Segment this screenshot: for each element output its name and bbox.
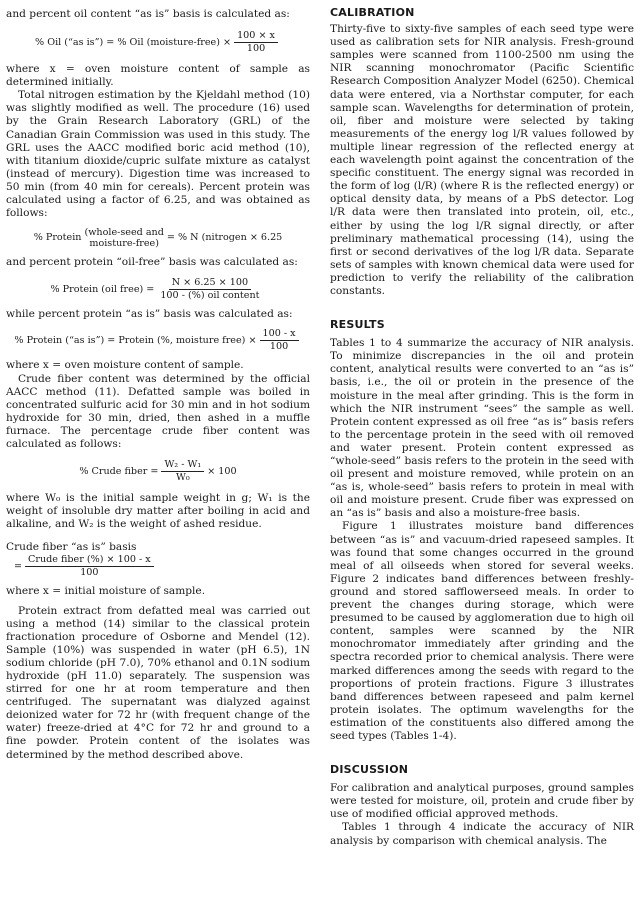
fiber-as-is-eq-lhs: =	[14, 560, 23, 572]
discussion-paragraph-2: Tables 1 through 4 indicate the accuracy of NIR analysis by comparison with chemical analysis. The	[330, 821, 634, 847]
oil-free-eq-denominator: 100 - (%) oil content	[160, 290, 260, 302]
fiber-as-is-eq-denominator: 100	[80, 567, 99, 579]
as-is-eq-denominator: 100	[269, 341, 289, 353]
oil-free-eq-lhs: % Protein (oil free) =	[50, 283, 155, 295]
results-paragraph-1: Tables 1 to 4 summarize the accuracy of NIR analysis. To minimize discrepancies in the oil and protein content, analytical results were converted to an “as is” basis, i.e., the oil or protein in the presence of the moisture in the meal after grinding. This is the form in which the NIR instrument “sees” the sample as well. Protein content expressed as oil free “as is” basis refers to the percentage protein in the seed with oil removed and water present. Protein content expressed as “whole-seed” basis refers to the protein in the seed with oil present and moisture removed, while protein on an “as is, whole-seed” basis refers to protein in meal with oil and moisture present. Crude fiber was expressed on an “as is” basis and also a moisture-free basis.	[330, 337, 634, 520]
oil-eq-numerator: 100 × x	[234, 30, 278, 43]
fiber-eq-denominator: W₀	[175, 472, 190, 484]
results-heading: RESULTS	[330, 318, 385, 332]
protein-eq-basis-bottom: moisture-free)	[89, 238, 159, 250]
as-is-eq-numerator: 100 - x	[260, 328, 299, 341]
results-paragraph-2: Figure 1 illustrates moisture band differences between “as is” and vacuum-dried rapeseed samples. It was found that some changes occurred in the ground meal of all oilseeds when stored for several weeks. Figure 2 indicates band differences between freshly-ground and stored safflowerseed meals. In order to prevent the changes during storage, which were presumed to be caused by agglomeration due to high oil content, samples were scanned by the NIR monochromator immediately after grinding and the spectra recorded prior to chemical analysis. There were marked differences among the seeds with regard to the proportions of protein fractions. Figure 3 illustrates band differences between rapeseed and palm kernel protein isolates. The optimum wavelengths for the estimation of the constituents also differed among the seed types (Tables 1-4).	[330, 520, 634, 742]
fiber-eq-rhs: × 100	[207, 465, 237, 477]
protein-extract-paragraph: Protein extract from defatted meal was carried out using a method (14) similar to the classical protein fractionation procedure of Osborne and Mendel (12). Sample (10%) was suspended in water (pH 6.5), 1N sodium chloride (pH 7.0), 70% ethanol and 0.1N sodium hydroxide (pH 11.0) separately. The suspension was stirred for one hr at room temperature and then centrifuged. The supernatant was dialyzed against deionized water for 72 hr (with frequent change of the water) freeze-dried at 4°C for 72 hr and ground to a fine powder. Protein content of the isolates was determined by the method described above.	[6, 604, 310, 761]
oil-eq-denominator: 100	[246, 43, 266, 55]
discussion-heading: DISCUSSION	[330, 763, 409, 777]
left-column	[6, 0, 310, 762]
crude-fiber-equation	[6, 459, 310, 484]
right-column	[330, 0, 634, 848]
protein-whole-seed-equation	[6, 227, 310, 249]
oil-x-definition: where x = oven moisture content of sample as determined initially.	[6, 63, 310, 89]
protein-as-is-equation	[6, 328, 310, 353]
oil-intro: and percent oil content “as is” basis is calculated as:	[6, 8, 290, 20]
protein-eq-basis-top: (whole-seed and	[84, 227, 164, 239]
protein-oil-free-equation	[6, 277, 310, 302]
crude-fiber-paragraph: Crude fiber content was determined by the official AACC method (11). Defatted sample was boiled in concentrated sulfuric acid for 30 min and in hot sodium hydroxide for 30 min, dried, then ashed in a muffle furnace. The percentage crude fiber content was calculated as follows:	[6, 372, 310, 450]
oil-eq-fraction	[234, 30, 278, 55]
weights-definition: where W₀ is the initial sample weight in g; W₁ is the weight of insoluble dry matter after boiling in acid and alkaline, and W₂ is the weight of ashed residue.	[6, 492, 310, 531]
kjeldahl-paragraph: Total nitrogen estimation by the Kjeldahl method (10) was slightly modified as well. The procedure (16) used by the Grain Research Laboratory (GRL) of the Canadian Grain Commission was used in this study. The GRL uses the AACC modified boric acid method (10), with titanium dioxide/cupric sulfate mixture as catalyst (instead of mercury). Digestion time was increased to 50 min (from 40 min for cereals). Percent protein was calculated using a factor of 6.25, and was obtained as follows:	[6, 89, 310, 220]
fiber-eq-fraction	[161, 459, 204, 484]
oil-as-is-equation	[6, 30, 310, 55]
fiber-as-is-eq-fraction	[25, 554, 154, 579]
fiber-eq-numerator: W₂ - W₁	[161, 459, 204, 472]
protein-eq-lhs: % Protein	[33, 232, 82, 244]
fiber-eq-lhs: % Crude fiber =	[79, 465, 159, 477]
oil-eq-lhs: % Oil (“as is”) = % Oil (moisture-free) ×	[35, 36, 232, 48]
fiber-as-is-label: Crude fiber “as is” basis	[6, 541, 137, 554]
oil-free-eq-numerator: N × 6.25 × 100	[169, 277, 251, 290]
as-is-intro: while percent protein “as is” basis was calculated as:	[6, 308, 293, 321]
as-is-x-definition: where x = oven moisture content of sample.	[6, 359, 244, 372]
protein-eq-basis	[84, 227, 163, 249]
as-is-eq-fraction	[260, 328, 299, 353]
fiber-as-is-equation	[6, 554, 310, 579]
calibration-paragraph: Thirty-five to sixty-five samples of each seed type were used as calibration sets for NIR analysis. Fresh-ground samples were scanned from 1100-2500 nm using the NIR scanning monochromator (Pacific Scientific Research Composition Analyzer Model (6250). Chemical data were entered, via a Northstar computer, for each sample scan. Wavelengths for determination of protein, oil, fiber and moisture were selected by taking measurements of the energy log l/R values followed by multiple linear regression of the reflected energy at each wavelength point against the concentration of the specific constituent. The energy signal was recorded in the form of log (l/R) (where R is the reflected energy) or optical density data, by means of a PbS detector. Log l/R data were then translated into protein, oil, etc., either by using the log l/R signal directly, or after preliminary mathematical processing (14), using the first or second derivatives of the log l/R data. Separate sets of samples with known chemical data were used for prediction to verify the reliability of the calibration constants.	[330, 23, 634, 297]
protein-eq-rhs: = % N (nitrogen × 6.25	[166, 232, 283, 244]
oil-free-eq-fraction	[157, 277, 262, 302]
fiber-as-is-eq-numerator: Crude fiber (%) × 100 - x	[25, 554, 154, 567]
oil-free-intro: and percent protein “oil-free” basis was calculated as:	[6, 256, 298, 269]
initial-moisture-definition: where x = initial moisture of sample.	[6, 585, 206, 598]
discussion-paragraph-1: For calibration and analytical purposes, ground samples were tested for moisture, oil, protein and crude fiber by use of modified official approved methods.	[330, 782, 634, 821]
calibration-heading: CALIBRATION	[330, 6, 415, 19]
as-is-eq-lhs: % Protein (“as is”) = Protein (%, moisture free) ×	[14, 334, 257, 346]
